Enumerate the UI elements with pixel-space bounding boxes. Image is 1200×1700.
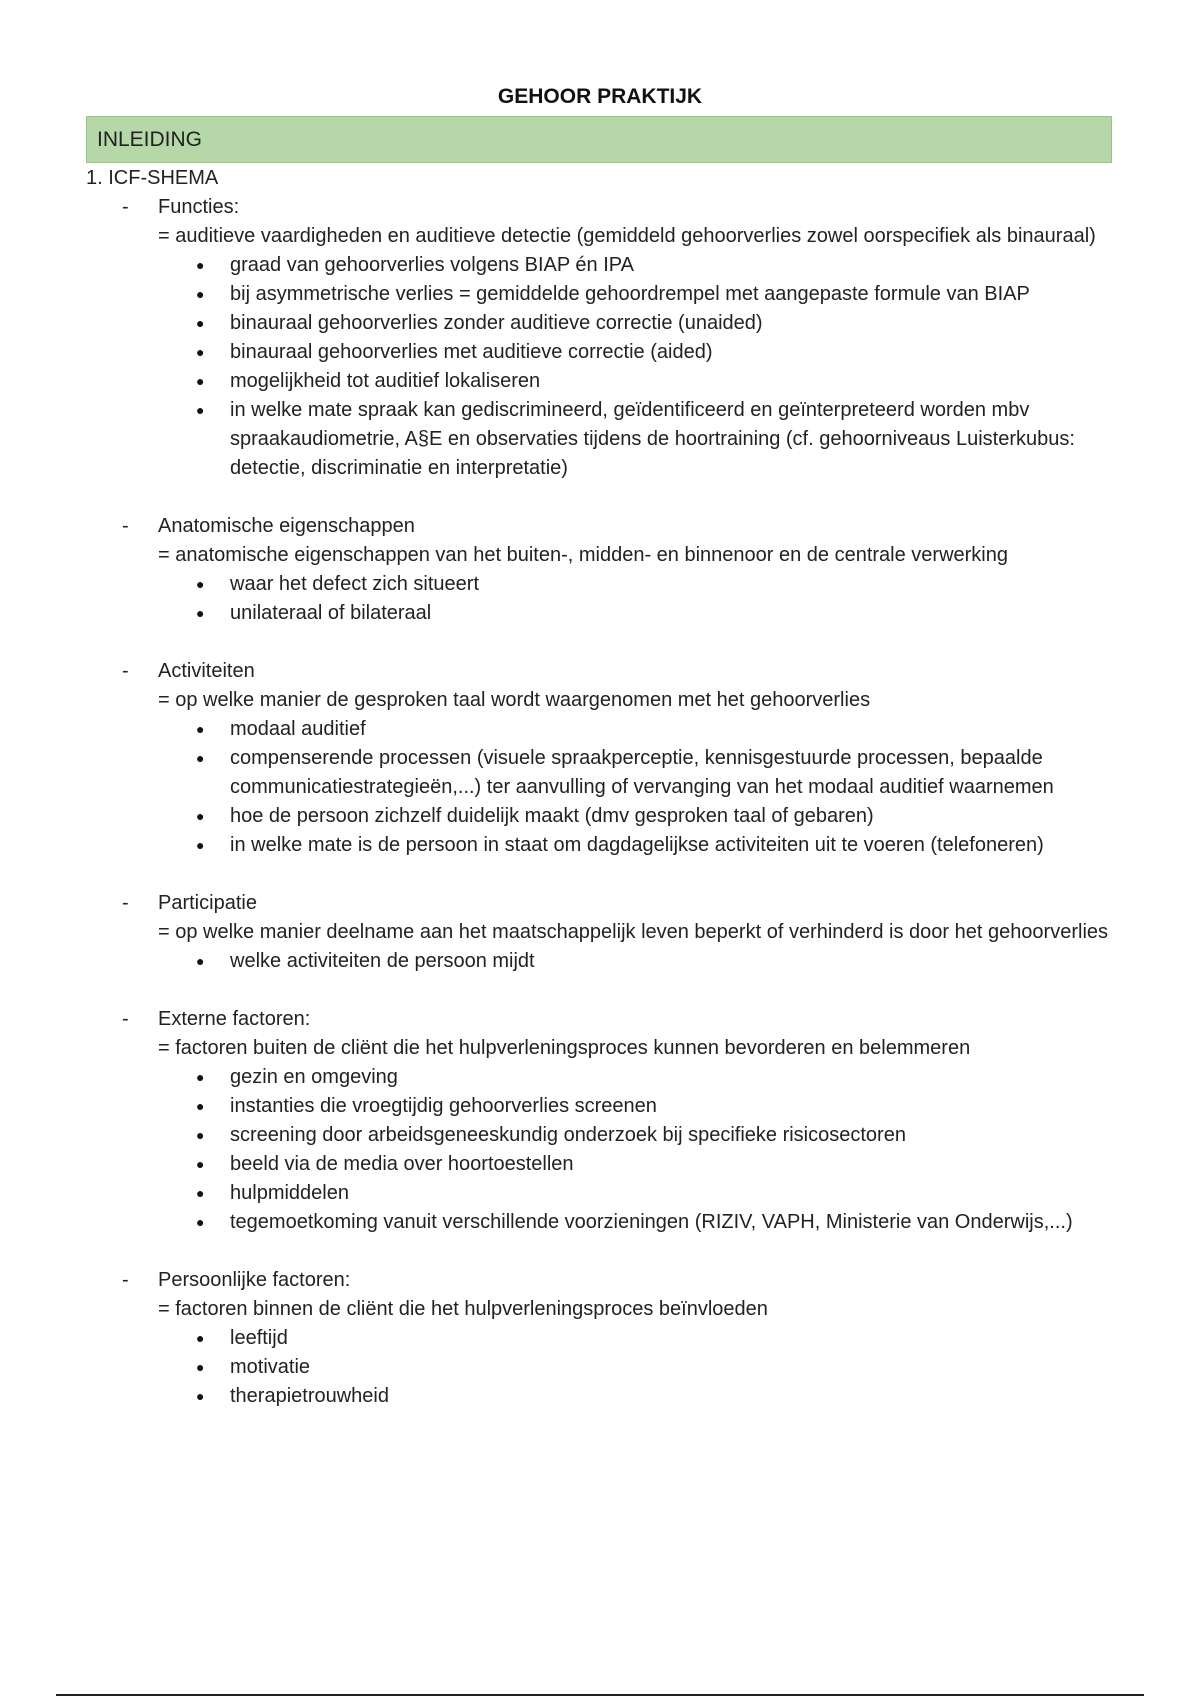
block-description: = factoren binnen de cliënt die het hulpverleningsproces beïnvloeden xyxy=(158,1298,768,1320)
block-title: Participatie xyxy=(158,892,257,914)
document-content xyxy=(86,164,1126,1411)
list-item: ● therapietrouwheid xyxy=(230,1382,1126,1411)
list-item: ● bij asymmetrische verlies = gemiddelde gehoordrempel met aangepaste formule van BIAP xyxy=(230,280,1126,309)
block-title: Functies: xyxy=(158,196,240,218)
bullet-list xyxy=(158,1063,1126,1237)
dash-marker: - xyxy=(122,1008,129,1030)
numbered-heading: 1. ICF-SHEMA xyxy=(86,167,219,189)
dash-marker: - xyxy=(122,196,129,218)
block-externe-factoren xyxy=(122,1005,1126,1237)
block-functies xyxy=(122,193,1126,483)
block-title: Activiteiten xyxy=(158,660,255,682)
list-item: ● instanties die vroegtijdig gehoorverlies screenen xyxy=(230,1092,1126,1121)
dash-marker: - xyxy=(122,515,129,537)
bullet-list xyxy=(158,947,1126,976)
block-persoonlijke-factoren xyxy=(122,1266,1126,1411)
dash-marker: - xyxy=(122,1269,129,1291)
bullet-list xyxy=(158,570,1126,628)
list-item: ● hoe de persoon zichzelf duidelijk maakt (dmv gesproken taal of gebaren) xyxy=(230,802,1126,831)
list-item: ● motivatie xyxy=(230,1353,1126,1382)
list-item: ● mogelijkheid tot auditief lokaliseren xyxy=(230,367,1126,396)
footer-divider xyxy=(56,1694,1144,1696)
list-item: ● gezin en omgeving xyxy=(230,1063,1126,1092)
list-item: ● in welke mate is de persoon in staat om dagdagelijkse activiteiten uit te voeren (telefoneren) xyxy=(230,831,1126,860)
block-description: = auditieve vaardigheden en auditieve detectie (gemiddeld gehoorverlies zowel oorspecifiek als binauraal) xyxy=(158,225,1096,247)
list-item: ● binauraal gehoorverlies zonder auditieve correctie (unaided) xyxy=(230,309,1126,338)
list-item: ● hulpmiddelen xyxy=(230,1179,1126,1208)
list-item: ● in welke mate spraak kan gediscrimineerd, geïdentificeerd en geïnterpreteerd worden mbv spraakaudiometrie, A§E en observaties tijdens de hoortraining (cf. gehoorniveaus Luisterkubus: detectie, discriminatie en interpretatie) xyxy=(230,396,1126,483)
list-item: ● leeftijd xyxy=(230,1324,1126,1353)
dash-marker: - xyxy=(122,892,129,914)
list-item: ● beeld via de media over hoortoestellen xyxy=(230,1150,1126,1179)
block-anatomische-eigenschappen xyxy=(122,512,1126,628)
list-item: ● modaal auditief xyxy=(230,715,1126,744)
section-banner: INLEIDING xyxy=(86,116,1112,163)
list-item: ● compenserende processen (visuele spraakperceptie, kennisgestuurde processen, bepaalde communicatiestrategieën,...) ter aanvulling of vervanging van het modaal auditief waarnemen xyxy=(230,744,1126,802)
block-title: Anatomische eigenschappen xyxy=(158,515,415,537)
block-title: Persoonlijke factoren: xyxy=(158,1269,351,1291)
list-item: ● welke activiteiten de persoon mijdt xyxy=(230,947,1126,976)
dash-marker: - xyxy=(122,660,129,682)
block-participatie xyxy=(122,889,1126,976)
bullet-list xyxy=(158,1324,1126,1411)
block-description: = anatomische eigenschappen van het buiten-, midden- en binnenoor en de centrale verwerking xyxy=(158,544,1008,566)
bullet-list xyxy=(158,251,1126,483)
block-description: = factoren buiten de cliënt die het hulpverleningsproces kunnen bevorderen en belemmeren xyxy=(158,1037,971,1059)
bullet-list xyxy=(158,715,1126,860)
list-item: ● unilateraal of bilateraal xyxy=(230,599,1126,628)
block-activiteiten xyxy=(122,657,1126,860)
block-title: Externe factoren: xyxy=(158,1008,311,1030)
document-title: GEHOOR PRAKTIJK xyxy=(497,85,703,108)
block-description: = op welke manier deelname aan het maatschappelijk leven beperkt of verhinderd is door het gehoorverlies xyxy=(158,921,1109,943)
list-item: ● screening door arbeidsgeneeskundig onderzoek bij specifieke risicosectoren xyxy=(230,1121,1126,1150)
list-item: ● binauraal gehoorverlies met auditieve correctie (aided) xyxy=(230,338,1126,367)
list-item: ● graad van gehoorverlies volgens BIAP én IPA xyxy=(230,251,1126,280)
list-item: ● tegemoetkoming vanuit verschillende voorzieningen (RIZIV, VAPH, Ministerie van Onderwijs,...) xyxy=(230,1208,1126,1237)
list-item: ● waar het defect zich situeert xyxy=(230,570,1126,599)
block-description: = op welke manier de gesproken taal wordt waargenomen met het gehoorverlies xyxy=(158,689,871,711)
